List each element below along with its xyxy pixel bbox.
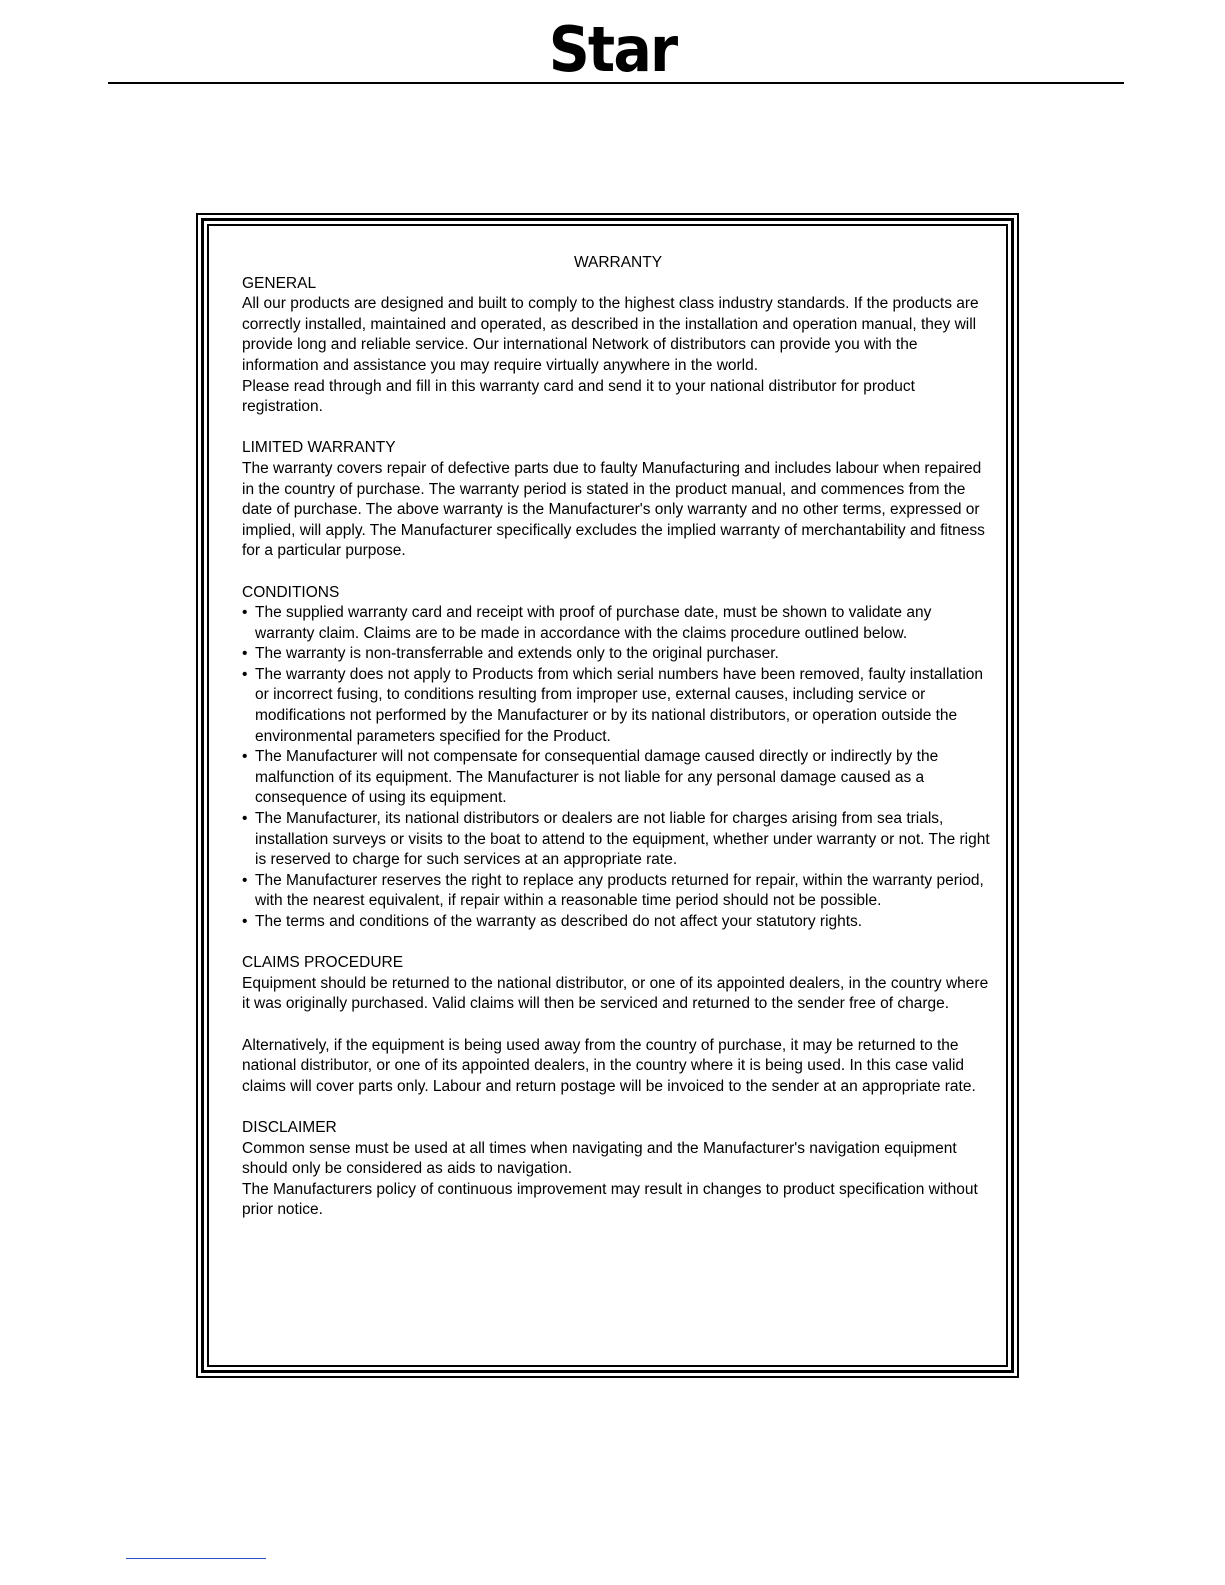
claims-alternative-paragraph: Alternatively, if the equipment is being used away from the country of purchase, it may be returned to the national distributor, or one of its appointed dealers, in the country where it is being used. In this case valid claims will cover parts only. Labour and return postage will be invoiced to the sender at an appropriate rate. <box>242 1036 976 1095</box>
claims-procedure-heading: CLAIMS PROCEDURE <box>242 954 404 972</box>
section-spacer <box>242 1097 994 1118</box>
star-logo: Star <box>548 13 677 86</box>
header-divider <box>108 82 1124 84</box>
limited-warranty-paragraph: The warranty covers repair of defective parts due to faulty Manufacturing and includes labour when repaired in the country of purchase. The warranty period is stated in the product manual, and commences from the date of purchase. The above warranty is the Manufacturer's only warranty and no other terms, expressed or implied, will apply. The Manufacturer specifically excludes the implied warranty of merchantability and fitness for a particular purpose. <box>242 459 985 560</box>
section-spacer <box>242 562 994 583</box>
registration-paragraph: Please read through and fill in this warranty card and send it to your national distributor for product registration. <box>242 377 915 416</box>
condition-text: The Manufacturer reserves the right to replace any products returned for repair, within the warranty period, with the nearest equivalent, if repair within a reasonable time period should not be possible. <box>255 871 984 910</box>
bullet-icon: • <box>242 871 248 889</box>
conditions-list-item <box>242 871 994 912</box>
disclaimer-paragraph: Common sense must be used at all times when navigating and the Manufacturer's navigation equipment should only be considered as aids to navigation. <box>242 1139 957 1178</box>
bullet-icon: • <box>242 913 248 930</box>
improvement-policy-paragraph: The Manufacturers policy of continuous improvement may result in changes to product specification without prior notice. <box>242 1180 978 1219</box>
bullet-icon: • <box>242 748 248 766</box>
footer-link-underline <box>126 1558 266 1559</box>
general-paragraph: All our products are designed and built to comply to the highest class industry standards. If the products are correctly installed, maintained and operated, as described in the installation and operation manual, they will provide long and reliable service. Our international Network of distributors can provide you with the information and assistance you may require virtually anywhere in the world. <box>242 295 979 374</box>
condition-text: The Manufacturer will not compensate for consequential damage caused directly or indirectly by the malfunction of its equipment. The Manufacturer is not liable for any personal damage caused as a consequence of using its equipment. <box>255 748 939 807</box>
section-spacer <box>242 418 994 439</box>
conditions-list-item <box>242 603 994 644</box>
condition-text: The warranty does not apply to Products from which serial numbers have been removed, faulty installation or incorrect fusing, to conditions resulting from improper use, external causes, including service or modifications not performed by the Manufacturer or by its national distributors, or operation outside the environmental parameters specified for the Product. <box>255 665 984 745</box>
warranty-title: WARRANTY <box>573 254 663 271</box>
bullet-icon: • <box>242 604 248 622</box>
claims-paragraph: Equipment should be returned to the national distributor, or one of its appointed dealers, in the country where it was originally purchased. Valid claims will then be serviced and returned to the sender free of charge. <box>242 974 989 1013</box>
condition-text: The supplied warranty card and receipt with proof of purchase date, must be shown to validate any warranty claim. Claims are to be made in accordance with the claims procedure outlined below. <box>255 604 932 642</box>
conditions-list-item <box>242 644 994 665</box>
disclaimer-heading: DISCLAIMER <box>242 1118 337 1136</box>
conditions-list <box>242 603 994 933</box>
general-heading: GENERAL <box>242 274 317 292</box>
condition-text: The terms and conditions of the warranty as described do not affect your statutory rights. <box>255 913 863 930</box>
bullet-icon: • <box>242 810 248 828</box>
conditions-list-item <box>242 665 994 747</box>
section-spacer <box>242 1015 994 1036</box>
section-spacer <box>242 933 994 954</box>
condition-text: The Manufacturer, its national distributors or dealers are not liable for charges arising from sea trials, installation surveys or visits to the boat to attend to the equipment, whether under warranty or not. The right is reserved to charge for such services at an appropriate rate. <box>255 810 990 869</box>
conditions-list-item <box>242 747 994 809</box>
conditions-heading: CONDITIONS <box>242 583 340 601</box>
conditions-list-item <box>242 912 994 933</box>
warranty-card <box>242 253 994 1221</box>
bullet-icon: • <box>242 645 248 663</box>
bullet-icon: • <box>242 665 248 683</box>
condition-text: The warranty is non-transferrable and extends only to the original purchaser. <box>255 645 779 663</box>
conditions-list-item <box>242 809 994 871</box>
limited-warranty-heading: LIMITED WARRANTY <box>242 439 396 457</box>
